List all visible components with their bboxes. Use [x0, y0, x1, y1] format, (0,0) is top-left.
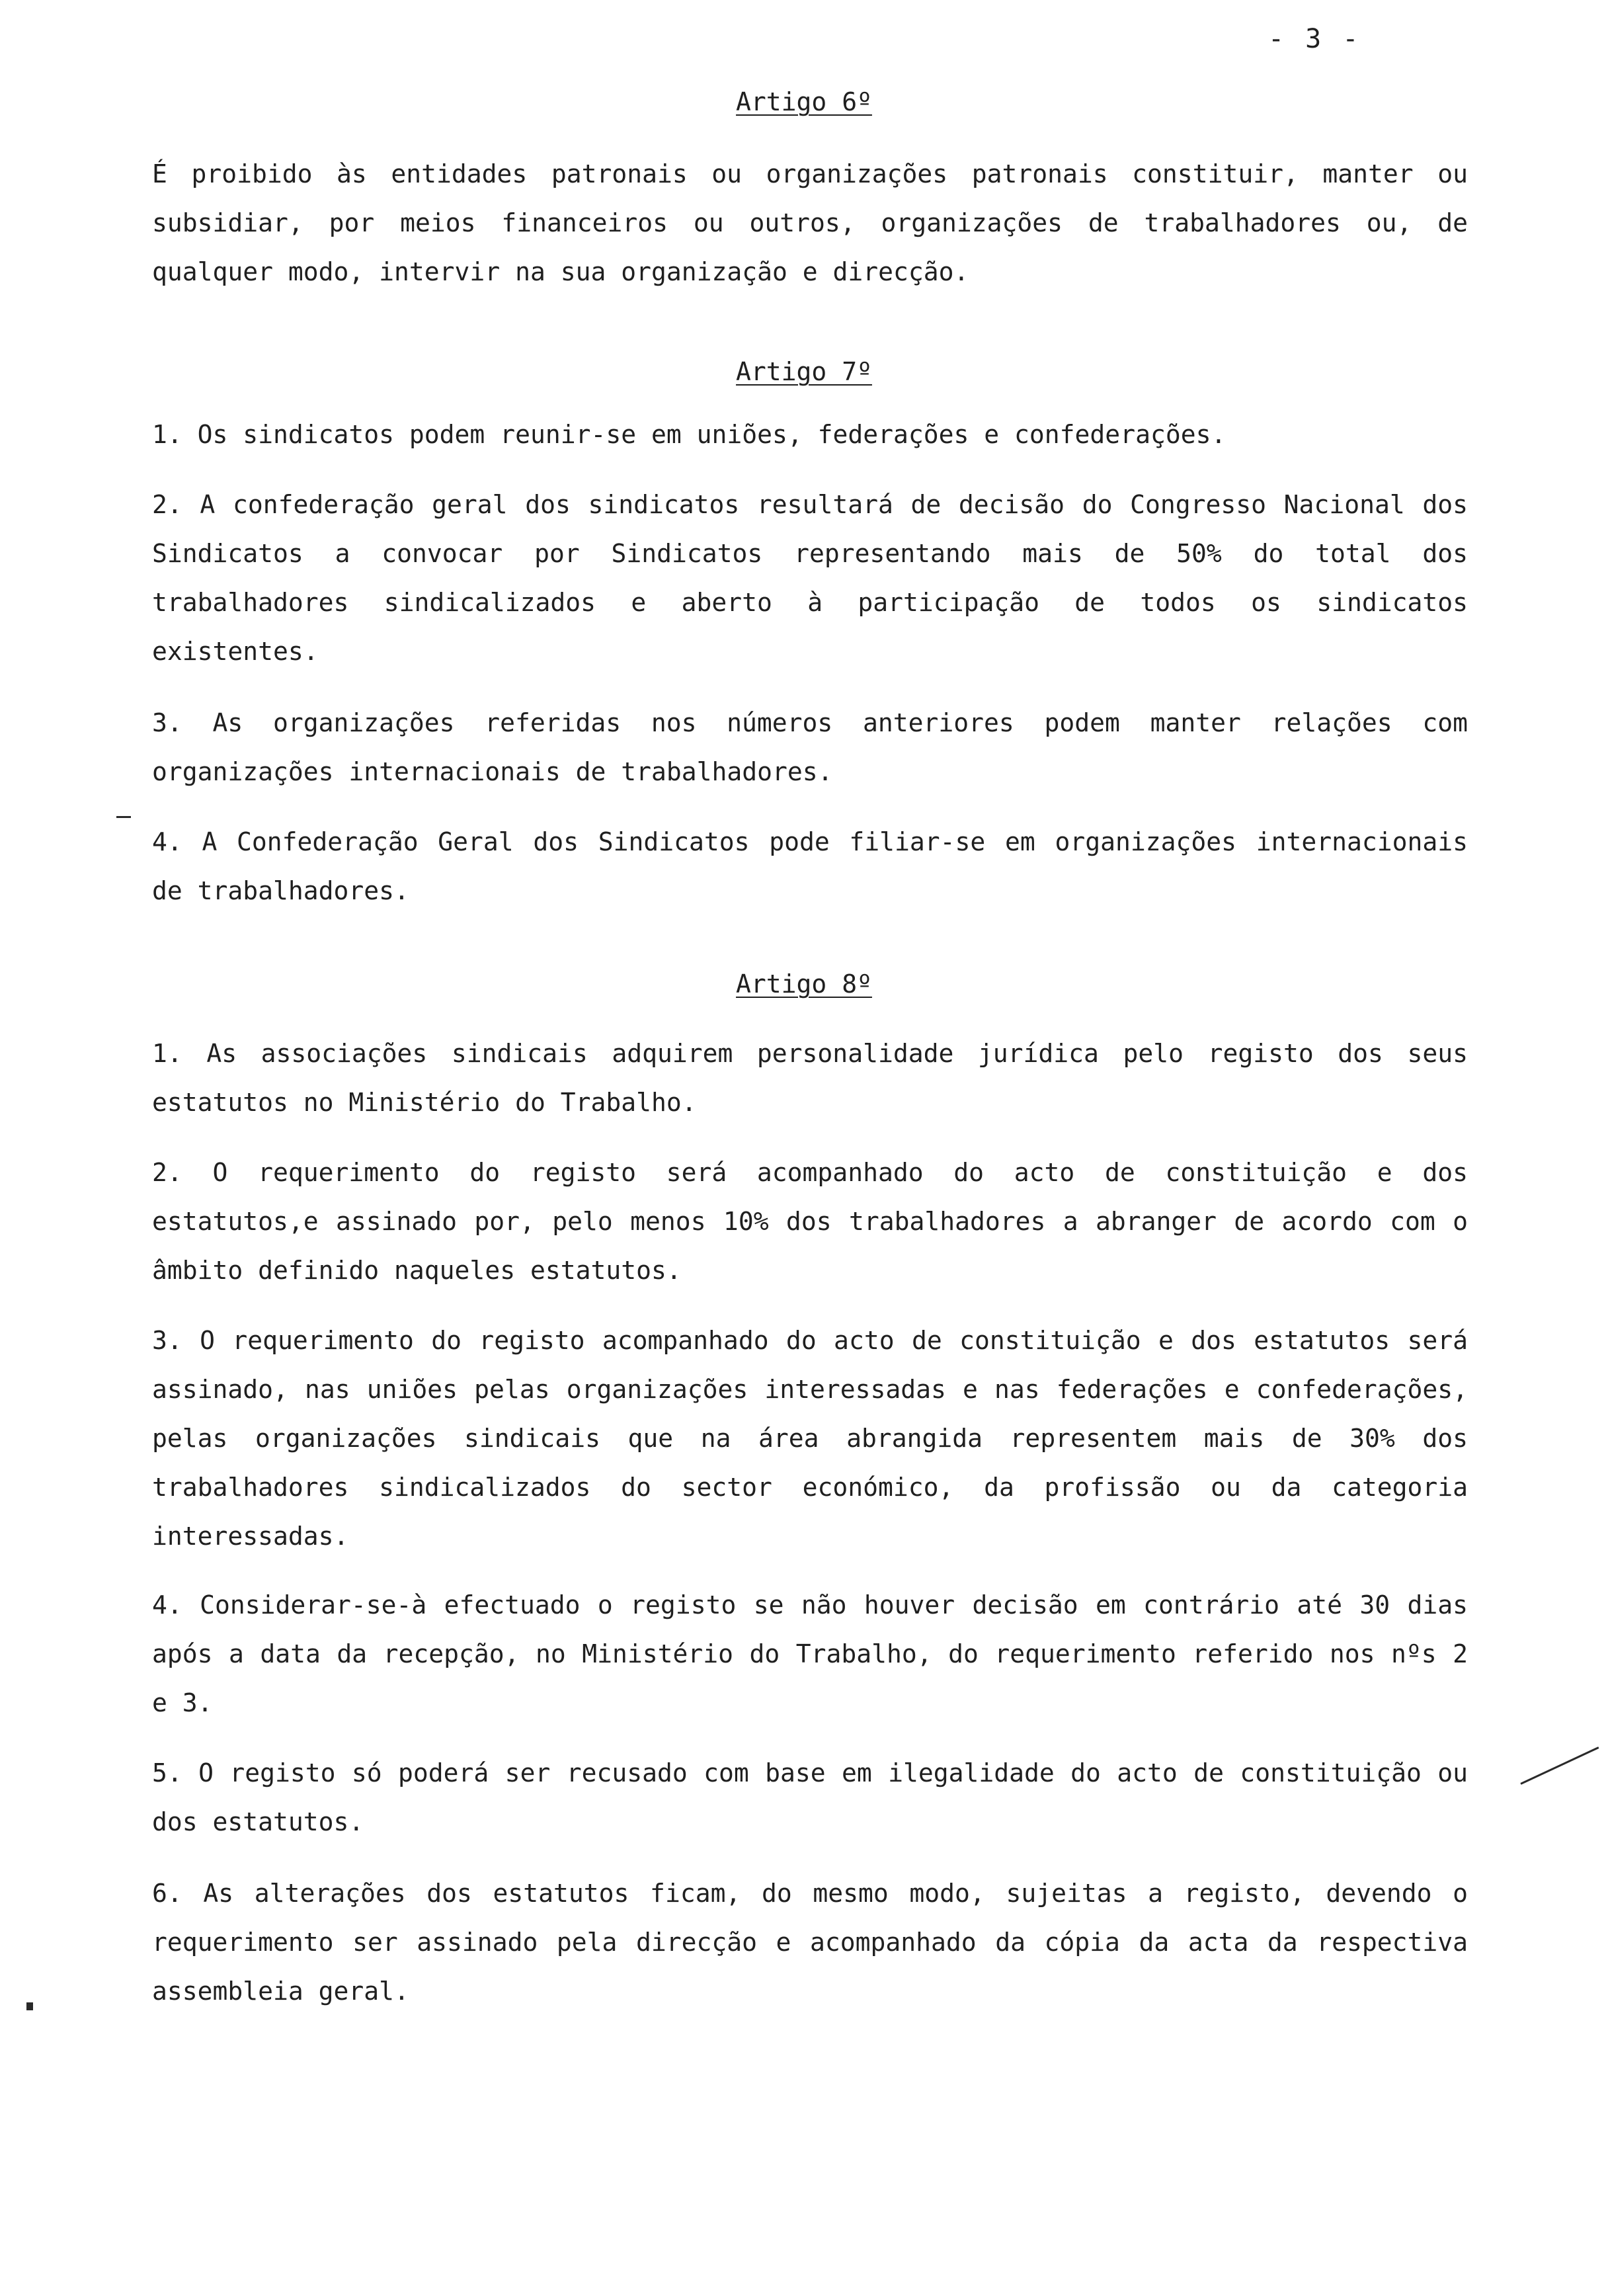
article-8-paragraph-4: 4. Considerar-se-à efectuado o registo se não houver decisão em contrário até 30 dias após a data da recepção, no Ministério do Trabalho, do requerimento referido nos nºs 2 e 3. — [152, 1590, 1468, 1717]
article-8-paragraph-2: 2. O requerimento do registo será acompanhado do acto de constituição e dos estatutos,e assinado por, pelo menos 10% dos trabalhadores a abranger de acordo com o âmbito definido naqueles estatutos. — [152, 1158, 1468, 1285]
article-7-paragraph-2: 2. A confederação geral dos sindicatos resultará de decisão do Congresso Nacional dos Sindicatos a convocar por Sindicatos representando mais de 50% do total dos trabalhadores sindicalizados e aberto à participação de todos os sindicatos existentes. — [152, 490, 1468, 666]
scan-mark — [26, 2002, 33, 2010]
article-8-paragraph-1: 1. As associações sindicais adquirem personalidade jurídica pelo registo dos seus estatutos no Ministério do Trabalho. — [152, 1039, 1468, 1117]
article-7-paragraph-3: 3. As organizações referidas nos números anteriores podem manter relações com organizações internacionais de trabalhadores. — [152, 708, 1468, 786]
scan-mark — [1520, 1746, 1599, 1785]
article-8-heading: Artigo 8º — [736, 969, 872, 999]
article-7-heading: Artigo 7º — [736, 357, 872, 386]
article-8-paragraph-5: 5. O registo só poderá ser recusado com base em ilegalidade do acto de constituição ou dos estatutos. — [152, 1758, 1468, 1836]
article-6-paragraph: É proibido às entidades patronais ou organizações patronais constituir, manter ou subsidiar, por meios financeiros ou outros, organizações de trabalhadores ou, de qualquer modo, intervir na sua organização e direcção. — [152, 159, 1468, 286]
scan-mark — [116, 816, 131, 818]
article-7-paragraph-1: 1. Os sindicatos podem reunir-se em uniões, federações e confederações. — [152, 420, 1226, 449]
article-8-paragraph-3: 3. O requerimento do registo acompanhado do acto de constituição e dos estatutos será assinado, nas uniões pelas organizações interessadas e nas federações e confederações, pelas organizações sindicais que na área abrangida representem mais de 30% dos trabalhadores sindicalizados do sector económico, da profissão ou da categoria interessadas. — [152, 1326, 1468, 1551]
article-8-paragraph-6: 6. As alterações dos estatutos ficam, do mesmo modo, sujeitas a registo, devendo o requerimento ser assinado pela direcção e acompanhado da cópia da acta da respectiva assembleia geral. — [152, 1879, 1468, 2006]
article-7-paragraph-4: 4. A Confederação Geral dos Sindicatos pode filiar-se em organizações internacionais de trabalhadores. — [152, 827, 1468, 905]
article-6-heading: Artigo 6º — [736, 87, 872, 116]
page-number: - 3 - — [1268, 24, 1361, 54]
